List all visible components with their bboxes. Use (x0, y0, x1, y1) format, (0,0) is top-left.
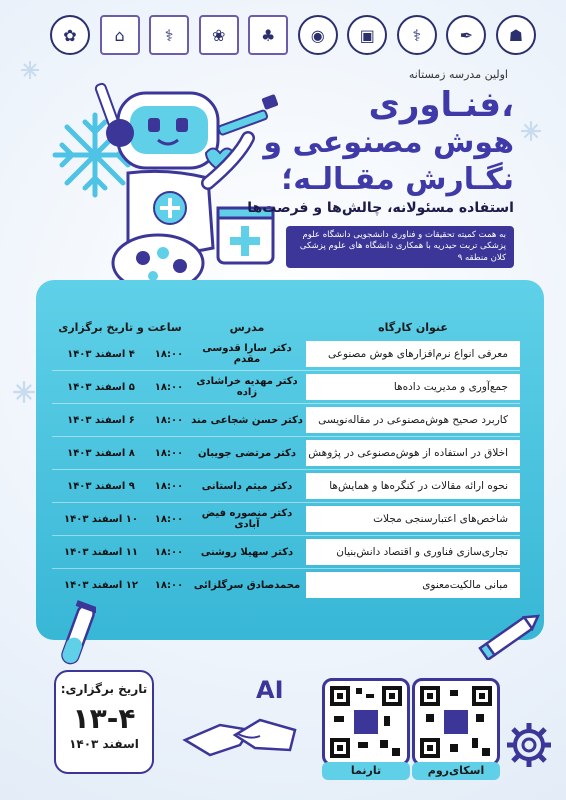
workshop-teacher: محمدصادق سرگلزائی (193, 579, 301, 591)
workshop-time: ۱۸:۰۰ (154, 447, 184, 459)
gear-icon (504, 720, 554, 770)
event-date-box (54, 670, 154, 774)
logo-8-icon: ⚕ (397, 15, 437, 55)
workshop-date: ۴ اسفند ۱۴۰۳ (67, 348, 135, 360)
table-row (52, 469, 520, 502)
pencil-icon (476, 610, 546, 660)
workshop-date: ۸ اسفند ۱۴۰۳ (67, 447, 135, 459)
page-title-line3: نگـارش مقـالـه؛ (281, 162, 514, 197)
workshop-time: ۱۸:۰۰ (154, 480, 184, 492)
workshop-date: ۱۱ اسفند ۱۴۰۳ (64, 546, 138, 558)
header-title: عنوان کارگاه (378, 320, 448, 334)
workshop-title: جمع‌آوری و مدیریت داده‌ها (306, 374, 520, 400)
table-header (52, 316, 520, 338)
qr-code-icon (420, 686, 492, 758)
workshop-date: ۵ اسفند ۱۴۰۳ (67, 381, 135, 393)
page-title-line2: هوش مصنوعی و (263, 125, 514, 160)
robot-illustration (48, 78, 278, 298)
snowflake-icon (520, 120, 542, 142)
header-datetime: ساعت و تاریخ برگزاری (58, 320, 182, 334)
logo-10-icon: ☗ (496, 15, 536, 55)
table-row (52, 370, 520, 403)
qr-label-website: تارنما (322, 762, 410, 780)
workshop-date: ۱۰ اسفند ۱۴۰۳ (64, 513, 138, 525)
snowflake-icon (20, 60, 40, 80)
workshop-title: اخلاق در استفاده از هوش‌مصنوعی در پژوهش (306, 440, 520, 466)
workshop-time: ۱۸:۰۰ (154, 381, 184, 393)
workshop-teacher: دکتر منصوره فیض آبادی (201, 508, 293, 530)
logo-1-icon: ✿ (50, 15, 90, 55)
logo-6-icon: ◉ (298, 15, 338, 55)
workshop-time: ۱۸:۰۰ (154, 579, 184, 591)
logos-row (50, 10, 536, 60)
organizer-note: به همت کمیته تحقیقات و فناوری دانشجویی دانشگاه علوم پزشکی تربت حیدریه با همکاری دانشگاه های علوم پزشکی کلان منطقه ۹ (286, 226, 514, 268)
logo-5-icon: ♣ (248, 15, 288, 55)
qr-label-skyroom: اسکای‌روم (412, 762, 500, 780)
workshop-title: مبانی مالکیت‌معنوی (306, 572, 520, 598)
table-row (52, 502, 520, 535)
qr-code-skyroom[interactable] (412, 678, 500, 766)
workshop-title: شاخص‌های اعتبارسنجی مجلات (306, 506, 520, 532)
workshop-title: نحوه ارائه مقالات در کنگره‌ها و همایش‌ها (306, 473, 520, 499)
date-month-year: اسفند ۱۴۰۳ (69, 737, 139, 751)
logo-7-icon: ▣ (347, 15, 387, 55)
workshop-teacher: دکتر مرتضی جویبان (198, 447, 296, 459)
date-days: ۱۳-۴ (72, 702, 136, 735)
workshop-title: معرفی انواع نرم‌افزارهای هوش مصنوعی (306, 341, 520, 367)
workshop-teacher: دکتر سهیلا روشنی (200, 546, 294, 558)
logo-2-icon: ⌂ (100, 15, 140, 55)
workshop-time: ۱۸:۰۰ (154, 513, 184, 525)
date-label: تاریخ برگزاری: (60, 682, 148, 696)
header-teacher: مدرس (229, 320, 265, 334)
workshop-date: ۱۲ اسفند ۱۴۰۳ (64, 579, 138, 591)
workshop-teacher: دکتر سارا قدوسی مقدم (202, 343, 292, 365)
logo-3-icon: ⚕ (149, 15, 189, 55)
workshop-teacher: دکتر حسن شجاعی مند (191, 414, 303, 426)
workshop-time: ۱۸:۰۰ (154, 348, 184, 360)
table-row (52, 436, 520, 469)
page-title-line1: فنـاوری، (368, 85, 514, 125)
table-row (52, 403, 520, 436)
qr-code-icon (330, 686, 402, 758)
workshop-time: ۱۸:۰۰ (154, 546, 184, 558)
handshake-icon (180, 700, 300, 770)
logo-9-icon: ✒ (446, 15, 486, 55)
workshop-title: تجاری‌سازی فناوری و اقتصاد دانش‌بنیان (306, 539, 520, 565)
ai-badge: AI (256, 676, 284, 704)
workshop-date: ۹ اسفند ۱۴۰۳ (67, 480, 135, 492)
table-row (52, 338, 520, 370)
page-subtitle: استفاده مسئولانه، چالش‌ها و فرصت‌ها (247, 200, 514, 216)
workshop-date: ۶ اسفند ۱۴۰۳ (67, 414, 135, 426)
snowflake-icon (12, 380, 36, 404)
test-tube-icon (56, 600, 96, 680)
workshop-teacher: دکتر میثم داستانی (201, 480, 293, 492)
event-name: اولین مدرسه زمستانه (408, 68, 508, 81)
workshop-time: ۱۸:۰۰ (154, 414, 184, 426)
logo-4-icon: ❀ (199, 15, 239, 55)
schedule-table (52, 316, 520, 601)
workshop-teacher: دکتر مهدیه خراشادی زاده (196, 376, 298, 398)
table-row (52, 535, 520, 568)
table-row (52, 568, 520, 601)
workshop-title: کاربرد صحیح هوش‌مصنوعی در مقاله‌نویسی (306, 407, 520, 433)
qr-code-website[interactable] (322, 678, 410, 766)
